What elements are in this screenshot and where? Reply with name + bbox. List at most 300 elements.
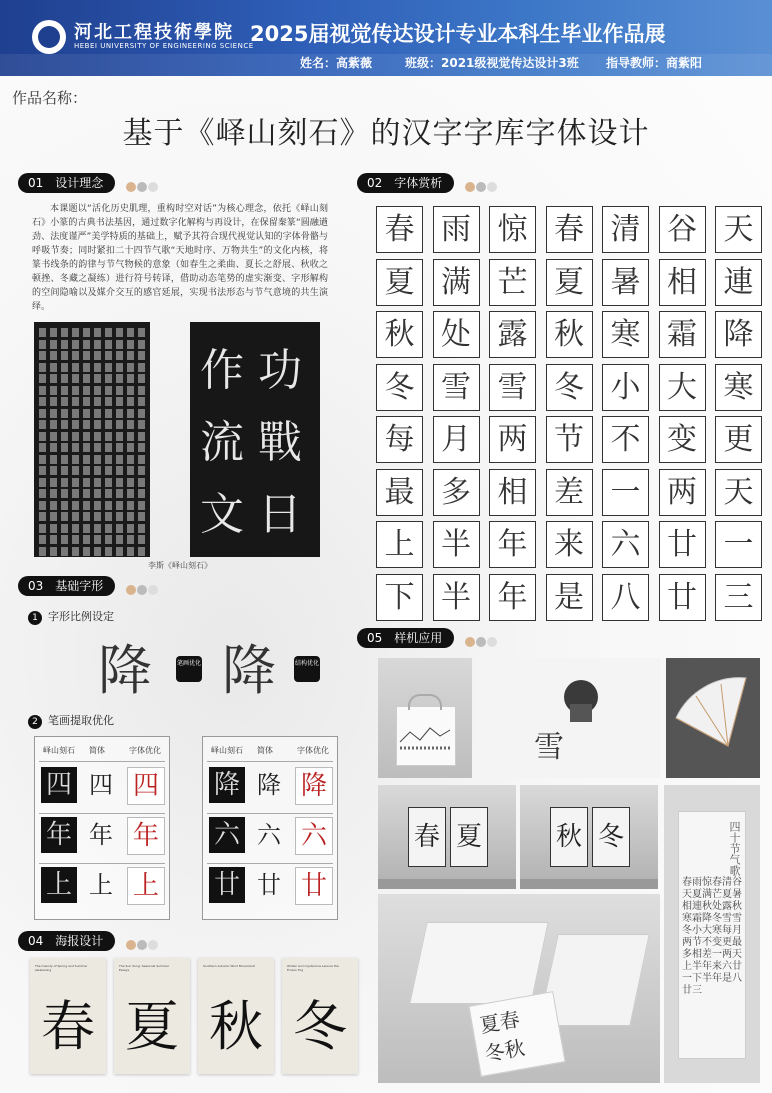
stroke-optimize-tag: 笔画优化 (176, 656, 202, 682)
stele-glyph (94, 340, 101, 349)
specimen-char-cell: 冬 (376, 364, 423, 411)
specimen-char-cell: 六 (602, 521, 649, 568)
specimen-char-cell: 降 (715, 311, 762, 358)
stele-glyph (105, 512, 112, 521)
stele-char: 日 (258, 489, 302, 540)
stele-glyph (61, 420, 68, 429)
stele-glyph (105, 455, 112, 464)
stele-glyph (138, 455, 145, 464)
stele-glyph (116, 409, 123, 418)
specimen-char-cell: 一 (715, 521, 762, 568)
stele-glyph (105, 328, 112, 337)
stele-glyph (127, 512, 134, 521)
stele-glyph (61, 397, 68, 406)
specimen-char-cell: 半 (433, 521, 480, 568)
stele-glyph (94, 455, 101, 464)
stele-glyph (127, 420, 134, 429)
work-title: 基于《峄山刻石》的汉字字库字体设计 (122, 116, 650, 151)
specimen-char-cell: 处 (433, 311, 480, 358)
stele-glyph (39, 466, 46, 475)
stele-glyph (94, 524, 101, 533)
stele-glyph (50, 328, 57, 337)
stele-glyph (116, 351, 123, 360)
stele-glyph (61, 512, 68, 521)
poster (114, 958, 190, 1074)
specimen-char-cell: 天 (715, 206, 762, 253)
poster-char: 冬 (293, 995, 347, 1058)
stele-glyph (61, 328, 68, 337)
stele-glyph (72, 455, 79, 464)
stele-glyph (94, 328, 101, 337)
decor-dots (465, 177, 498, 196)
stele-glyph (94, 351, 101, 360)
specimen-char-cell: 三 (715, 574, 762, 621)
specimen-char-cell: 霜 (659, 311, 706, 358)
table-stele-char: 六 (209, 817, 245, 853)
stele-glyph (127, 409, 134, 418)
table-header: 简体 (257, 746, 273, 755)
section-number: 03 (18, 576, 51, 596)
specimen-char-cell: 相 (489, 469, 536, 516)
specimen-char-cell: 满 (433, 259, 480, 306)
stele-glyph (50, 524, 57, 533)
stele-glyph (127, 374, 134, 383)
stele-glyph (61, 386, 68, 395)
stele-glyph (105, 535, 112, 544)
stele-glyph (39, 455, 46, 464)
stele-glyph (116, 466, 123, 475)
table-stele-char: 廿 (209, 867, 245, 903)
stele-glyph (116, 363, 123, 372)
stele-glyph (116, 443, 123, 452)
stele-glyph (50, 420, 57, 429)
specimen-char-cell: 夏 (376, 259, 423, 306)
stele-glyph (138, 547, 145, 556)
specimen-char-cell: 惊 (489, 206, 536, 253)
stele-glyph (138, 478, 145, 487)
specimen-char-cell: 相 (659, 259, 706, 306)
stele-glyph (127, 351, 134, 360)
stele-glyph (50, 409, 57, 418)
table-simplified-char: 廿 (257, 871, 281, 899)
stele-glyph (94, 489, 101, 498)
specimen-char-cell: 差 (546, 469, 593, 516)
stele-glyph (39, 374, 46, 383)
stele-glyph (116, 501, 123, 510)
stele-glyph (61, 501, 68, 510)
table-optimized-char: 上 (127, 867, 165, 905)
stele-glyph (39, 535, 46, 544)
stele-caption: 李斯《峄山刻石》 (148, 561, 212, 570)
stele-glyph (116, 397, 123, 406)
stele-glyph (138, 409, 145, 418)
stele-glyph (50, 397, 57, 406)
stele-glyph (50, 478, 57, 487)
stele-closeup-image (190, 322, 320, 557)
poster-char: 夏 (125, 995, 179, 1058)
table-optimized-char: 六 (295, 817, 333, 855)
stele-glyph (116, 386, 123, 395)
stele-glyph (94, 535, 101, 544)
stele-glyph (127, 478, 134, 487)
poster-heading: The Sun Song: Seasonal Summer Essays (119, 964, 169, 972)
stele-glyph (39, 328, 46, 337)
section-number: 05 (357, 628, 390, 648)
stele-glyph (138, 363, 145, 372)
stele-glyph (39, 432, 46, 441)
stele-glyph (94, 374, 101, 383)
specimen-char-cell: 清 (602, 206, 649, 253)
stele-glyph (83, 443, 90, 452)
table-header: 字体优化 (129, 746, 161, 755)
step-number: 1 (28, 611, 42, 625)
stele-glyph (127, 547, 134, 556)
table-stele-char: 年 (41, 817, 77, 853)
stele-glyph (83, 409, 90, 418)
specimen-char-cell: 月 (433, 416, 480, 463)
demo-char-right: 降 (222, 639, 276, 702)
stele-glyph (61, 478, 68, 487)
mockup-billboard-a: 春 夏 (378, 785, 516, 889)
stele-glyph (116, 524, 123, 533)
stele-glyph (138, 512, 145, 521)
section-number: 02 (357, 173, 390, 193)
specimen-char-cell: 多 (433, 469, 480, 516)
stele-glyph (138, 328, 145, 337)
stele-glyph (138, 432, 145, 441)
stele-char: 文 (200, 489, 244, 540)
section-label: 设计理念 (51, 173, 115, 193)
stele-glyph (83, 501, 90, 510)
stele-glyph (94, 386, 101, 395)
table-stele-char: 四 (41, 767, 77, 803)
work-name-label: 作品名称： (12, 89, 88, 107)
poster-char: 秋 (209, 995, 263, 1058)
section-05-header (357, 627, 498, 647)
decor-dots (126, 935, 159, 954)
poster-heading: Winter and mysterious Leisure the Frozen Fog (287, 964, 339, 972)
specimen-char-cell: 一 (602, 469, 649, 516)
stele-glyph (105, 374, 112, 383)
stele-glyph (116, 512, 123, 521)
specimen-char-cell: 大 (659, 364, 706, 411)
stele-glyph (39, 363, 46, 372)
stele-glyph (83, 397, 90, 406)
stele-glyph (105, 386, 112, 395)
stele-glyph (61, 351, 68, 360)
stele-glyph (127, 432, 134, 441)
mockup-stamp (476, 658, 660, 778)
stele-glyph (116, 420, 123, 429)
section-03-header (18, 575, 159, 595)
stele-glyph (39, 420, 46, 429)
stele-glyph (39, 512, 46, 521)
specimen-char-cell: 来 (546, 521, 593, 568)
stele-glyph (50, 443, 57, 452)
stele-glyph (72, 466, 79, 475)
exhibition-title: 2025届视觉传达设计专业本科生毕业作品展 (250, 22, 666, 46)
stele-glyph (72, 489, 79, 498)
stele-glyph (83, 524, 90, 533)
stele-glyph (39, 547, 46, 556)
decor-dots (126, 177, 159, 196)
stele-rubbing-image (34, 322, 150, 557)
stele-glyph (72, 328, 79, 337)
table-simplified-char: 年 (89, 821, 113, 849)
stele-glyph (83, 386, 90, 395)
stele-glyph (105, 363, 112, 372)
stele-glyph (83, 512, 90, 521)
stele-glyph (138, 535, 145, 544)
stele-glyph (94, 409, 101, 418)
stele-glyph (105, 501, 112, 510)
university-name: 河北工程技術學院 (74, 22, 234, 43)
section-01-header (18, 172, 159, 192)
table-header: 峄山刻石 (211, 746, 243, 755)
specimen-char-cell: 露 (489, 311, 536, 358)
stele-glyph (39, 489, 46, 498)
stele-glyph (94, 501, 101, 510)
stele-glyph (50, 351, 57, 360)
stele-glyph (83, 478, 90, 487)
stele-glyph (50, 489, 57, 498)
stele-glyph (127, 443, 134, 452)
stele-glyph (138, 386, 145, 395)
stele-glyph (138, 489, 145, 498)
student-class: 班级：2021级视觉传达设计3班 (405, 56, 579, 70)
stele-glyph (83, 466, 90, 475)
stele-char: 功 (258, 345, 302, 396)
stele-glyph (127, 501, 134, 510)
stele-glyph (138, 340, 145, 349)
specimen-char-cell: 暑 (602, 259, 649, 306)
demo-char-left: 降 (98, 639, 152, 702)
stamp-impression: 雪 (534, 730, 564, 765)
specimen-char-cell: 夏 (546, 259, 593, 306)
poster (198, 958, 274, 1074)
specimen-char-cell: 半 (433, 574, 480, 621)
stele-glyph (127, 489, 134, 498)
specimen-char-cell: 下 (376, 574, 423, 621)
table-simplified-char: 四 (89, 771, 113, 799)
stele-glyph (83, 420, 90, 429)
stele-glyph (39, 501, 46, 510)
stele-glyph (72, 547, 79, 556)
stele-glyph (50, 432, 57, 441)
specimen-char-cell: 連 (715, 259, 762, 306)
stele-glyph (105, 489, 112, 498)
stele-glyph (39, 340, 46, 349)
stele-glyph (50, 340, 57, 349)
section-label: 字体赏析 (390, 173, 454, 193)
stele-glyph (105, 420, 112, 429)
stele-glyph (116, 374, 123, 383)
stele-glyph (116, 547, 123, 556)
specimen-char-cell: 更 (715, 416, 762, 463)
stele-glyph (72, 420, 79, 429)
stele-glyph (105, 351, 112, 360)
stele-glyph (61, 524, 68, 533)
stele-glyph (61, 363, 68, 372)
stele-glyph (50, 466, 57, 475)
stele-glyph (72, 478, 79, 487)
table-header: 峄山刻石 (43, 746, 75, 755)
mockup-hanging-scroll: 四十节气歌 春雨惊春清谷天夏满芒夏暑相連秋处露秋寒霜降冬雪雪冬小大寒每月两节不变更最多相差一两天上半年来六廿一下半年是八廿三 (664, 785, 760, 1083)
stele-glyph (138, 524, 145, 533)
stele-glyph (83, 351, 90, 360)
stele-char: 戰 (258, 417, 302, 468)
stele-glyph (83, 535, 90, 544)
table-header: 字体优化 (297, 746, 329, 755)
subsection-title: 字形比例设定 (48, 610, 114, 623)
stele-glyph (50, 535, 57, 544)
specimen-char-cell: 雪 (433, 364, 480, 411)
stele-glyph (94, 512, 101, 521)
stele-glyph (83, 363, 90, 372)
stele-glyph (50, 455, 57, 464)
stele-glyph (94, 363, 101, 372)
stele-glyph (61, 547, 68, 556)
advisor-name: 指导教师：商紫阳 (606, 56, 703, 70)
table-simplified-char: 降 (257, 771, 281, 799)
stele-glyph (116, 432, 123, 441)
specimen-char-cell: 上 (376, 521, 423, 568)
stele-glyph (83, 340, 90, 349)
mockup-book-spread: 夏春 冬秋 (378, 894, 660, 1083)
stele-glyph (39, 443, 46, 452)
stele-glyph (138, 351, 145, 360)
section-02-header (357, 172, 498, 192)
section-number: 01 (18, 173, 51, 193)
stele-glyph (94, 547, 101, 556)
stele-glyph (61, 535, 68, 544)
stele-glyph (72, 432, 79, 441)
specimen-char-cell: 春 (376, 206, 423, 253)
specimen-char-cell: 谷 (659, 206, 706, 253)
poster-heading: The melody of Spring and Summer Awakening (35, 964, 88, 972)
stele-glyph (138, 443, 145, 452)
table-optimized-char: 降 (295, 767, 333, 805)
stele-glyph (72, 535, 79, 544)
stele-glyph (83, 547, 90, 556)
poster-char: 春 (41, 995, 95, 1058)
mockup-shopping-bag (378, 658, 472, 778)
stele-glyph (127, 328, 134, 337)
stele-glyph (39, 409, 46, 418)
specimen-char-cell: 春 (546, 206, 593, 253)
stele-glyph (50, 363, 57, 372)
structure-optimize-tag: 结构优化 (294, 656, 320, 682)
stele-glyph (72, 443, 79, 452)
stele-glyph (72, 397, 79, 406)
stele-glyph (83, 328, 90, 337)
stele-glyph (105, 432, 112, 441)
stele-glyph (39, 397, 46, 406)
stele-glyph (105, 340, 112, 349)
stele-glyph (138, 501, 145, 510)
specimen-char-cell: 雨 (433, 206, 480, 253)
table-stele-char: 降 (209, 767, 245, 803)
table-optimized-char: 四 (127, 767, 165, 805)
stele-glyph (72, 374, 79, 383)
stele-glyph (105, 397, 112, 406)
stele-char: 作 (200, 345, 244, 396)
stele-glyph (72, 351, 79, 360)
stele-glyph (105, 409, 112, 418)
step-number: 2 (28, 715, 42, 729)
stele-glyph (127, 524, 134, 533)
stele-glyph (138, 397, 145, 406)
stele-glyph (105, 524, 112, 533)
stele-glyph (127, 397, 134, 406)
stele-glyph (72, 501, 79, 510)
stele-glyph (39, 351, 46, 360)
section-number: 04 (18, 931, 51, 951)
stele-glyph (83, 374, 90, 383)
section-label: 基础字形 (51, 576, 115, 596)
specimen-char-cell: 天 (715, 469, 762, 516)
specimen-char-cell: 秋 (546, 311, 593, 358)
decor-dots (126, 580, 159, 599)
section-label: 样机应用 (390, 628, 454, 648)
stele-glyph (105, 547, 112, 556)
poster (282, 958, 358, 1074)
stele-glyph (50, 386, 57, 395)
specimen-char-cell: 小 (602, 364, 649, 411)
stele-glyph (116, 489, 123, 498)
table-simplified-char: 六 (257, 821, 281, 849)
specimen-char-cell: 两 (659, 469, 706, 516)
stele-glyph (50, 547, 57, 556)
stele-glyph (50, 501, 57, 510)
stroke-table-right (202, 736, 338, 920)
table-simplified-char: 上 (89, 871, 113, 899)
table-optimized-char: 廿 (295, 867, 333, 905)
stele-glyph (72, 409, 79, 418)
specimen-char-cell: 寒 (602, 311, 649, 358)
stele-glyph (83, 455, 90, 464)
university-logo (32, 20, 66, 54)
specimen-char-cell: 年 (489, 574, 536, 621)
stele-glyph (61, 443, 68, 452)
stele-glyph (116, 478, 123, 487)
stele-glyph (94, 466, 101, 475)
stele-glyph (138, 420, 145, 429)
specimen-char-cell: 两 (489, 416, 536, 463)
stele-glyph (105, 478, 112, 487)
mockup-folding-fan (666, 658, 760, 778)
stele-glyph (127, 363, 134, 372)
poster (30, 958, 106, 1074)
stele-glyph (127, 386, 134, 395)
stele-glyph (61, 466, 68, 475)
stele-glyph (94, 397, 101, 406)
stele-glyph (138, 374, 145, 383)
stele-glyph (72, 340, 79, 349)
specimen-char-cell: 变 (659, 416, 706, 463)
specimen-char-cell: 不 (602, 416, 649, 463)
specimen-char-cell: 雪 (489, 364, 536, 411)
stele-glyph (105, 443, 112, 452)
specimen-char-cell: 芒 (489, 259, 536, 306)
subsection-stroke (28, 712, 114, 729)
stele-glyph (61, 455, 68, 464)
stele-glyph (72, 512, 79, 521)
stele-glyph (105, 466, 112, 475)
subsection-title: 笔画提取优化 (48, 714, 114, 727)
specimen-char-cell: 是 (546, 574, 593, 621)
section-label: 海报设计 (51, 931, 115, 951)
